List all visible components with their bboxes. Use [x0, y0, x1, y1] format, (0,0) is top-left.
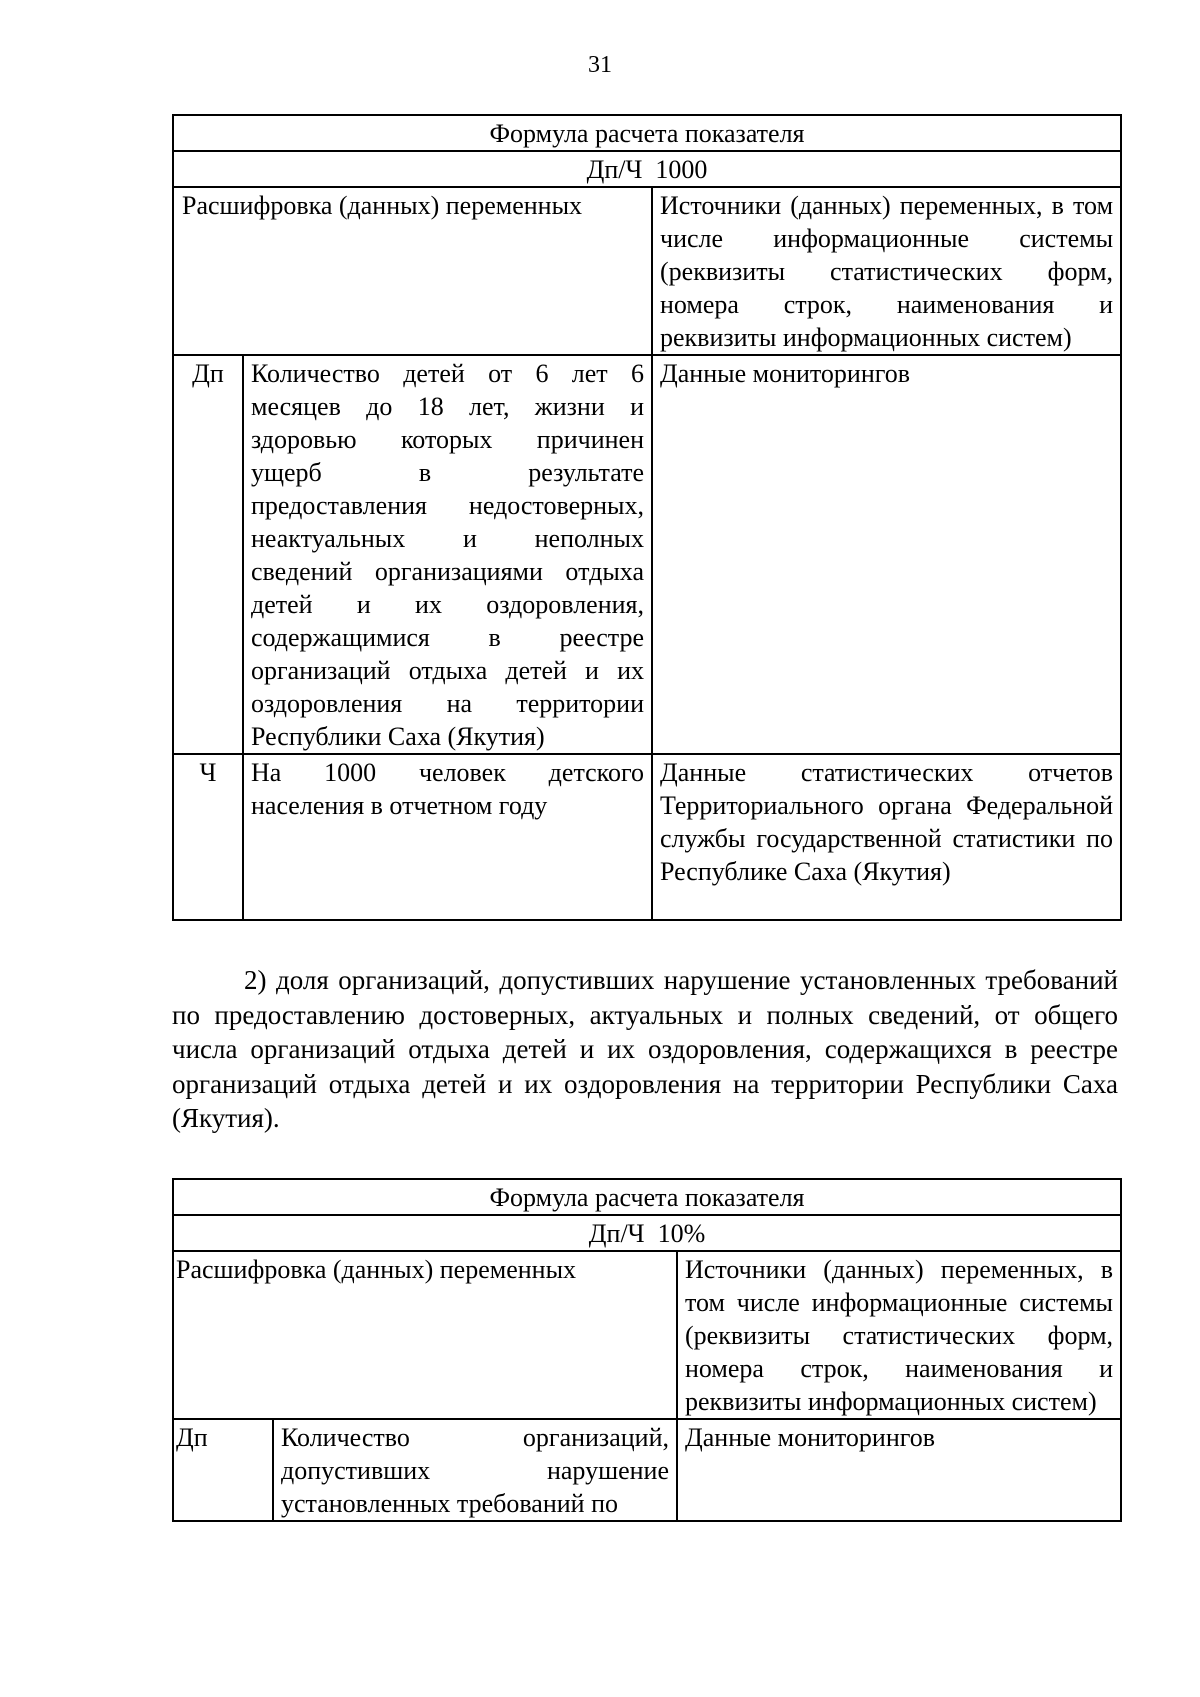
- variable-description: На 1000 человек детского населения в отчетном году: [243, 754, 652, 920]
- column-header-row: [173, 187, 1121, 355]
- column-header-sources: Источники (данных) переменных, в том числе информационные системы (реквизиты статистических форм, номера строк, наименования и реквизиты информационных систем): [652, 187, 1121, 355]
- variable-description: Количество детей от 6 лет 6 месяцев до 18 лет, жизни и здоровью которых причинен ущерб в результате предоставления недостоверных, неактуальных и неполных сведений организациями отдыха детей и их оздоровления, содержащимися в реестре организаций отдыха детей и их оздоровления на территории Республики Саха (Якутия): [243, 355, 652, 754]
- variable-symbol: Дп: [173, 355, 243, 754]
- formula-row: [173, 1215, 1121, 1251]
- variable-source: Данные мониторингов: [677, 1419, 1121, 1521]
- page-number: 31: [588, 52, 612, 78]
- variable-description: Количество организаций, допустивших нарушение установленных требований по: [273, 1419, 677, 1521]
- formula-row: [173, 151, 1121, 187]
- formula-header: Формула расчета показателя: [173, 1179, 1121, 1215]
- column-header-sources: Источники (данных) переменных, в том числе информационные системы (реквизиты статистических форм, номера строк, наименования и реквизиты информационных систем): [677, 1251, 1121, 1419]
- formula-header-row: [173, 1179, 1121, 1215]
- column-header-row: [173, 1251, 1121, 1419]
- indicator-paragraph: 2) доля организаций, допустивших нарушение установленных требований по предоставлению достоверных, актуальных и полных сведений, от общего числа организаций отдыха детей и их оздоровления, содержащихся в реестре организаций отдыха детей и их оздоровления на территории Республики Саха (Якутия).: [172, 965, 1118, 1133]
- formula: Дп/Ч 1000: [173, 151, 1121, 187]
- column-header-decoding: Расшифровка (данных) переменных: [173, 187, 652, 355]
- indicator-table-1: [172, 114, 1122, 921]
- formula-header-row: [173, 115, 1121, 151]
- variable-symbol: Ч: [173, 754, 243, 920]
- variable-source: Данные мониторингов: [652, 355, 1121, 754]
- indicator-table-2: [172, 1178, 1122, 1522]
- formula-header: Формула расчета показателя: [173, 115, 1121, 151]
- variable-source: Данные статистических отчетов Территориального органа Федеральной службы государственной статистики по Республике Саха (Якутия): [652, 754, 1121, 920]
- column-header-decoding: Расшифровка (данных) переменных: [173, 1251, 677, 1419]
- table-row: [173, 1419, 1121, 1521]
- formula: Дп/Ч 10%: [173, 1215, 1121, 1251]
- table-row: [173, 754, 1121, 920]
- table-row: [173, 355, 1121, 754]
- variable-symbol: Дп: [173, 1419, 273, 1521]
